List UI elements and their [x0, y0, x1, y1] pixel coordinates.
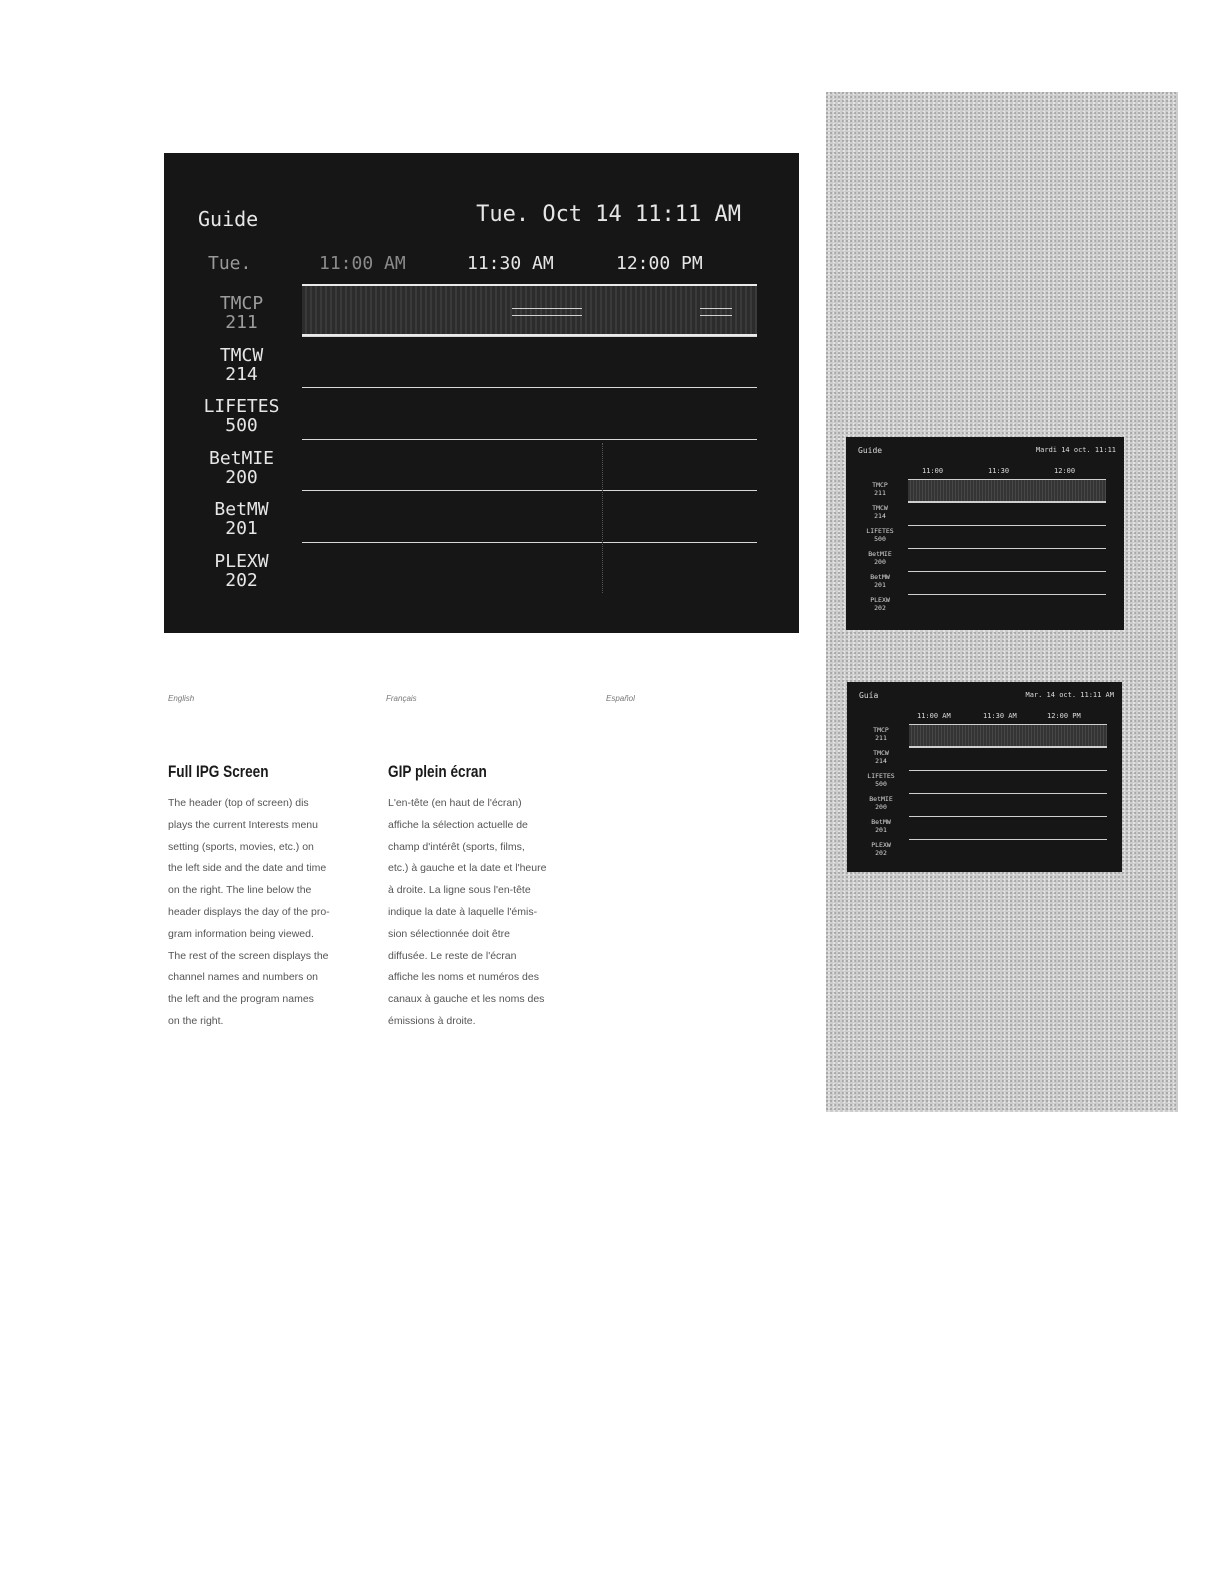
channel-name: TMCW [219, 344, 264, 366]
channel-name: LIFETES [203, 396, 280, 418]
program-row [302, 542, 757, 594]
body-line: The rest of the screen displays the [168, 949, 329, 962]
mini-channel-item [855, 795, 907, 818]
body-line: indique la date à laquelle l'émis- [388, 905, 538, 918]
channel-number: 201 [875, 826, 887, 834]
body-line: affiche la sélection actuelle de [388, 818, 528, 831]
language-label-spanish: Español [606, 694, 635, 703]
channel-item [184, 342, 299, 394]
guide-day: Tue. [208, 253, 252, 274]
program-row [302, 336, 757, 388]
mini-program-row [909, 816, 1107, 839]
mini-time-slot: 11:00 [922, 467, 944, 475]
channel-list [184, 290, 299, 600]
guide-title: Guide [198, 207, 259, 231]
body-line: L'en-tête (en haut de l'écran) [388, 797, 522, 809]
section-heading: GIP plein écran [388, 762, 487, 781]
mini-time-slot: 11:00 AM [917, 712, 951, 720]
english-section [168, 762, 368, 1033]
body-line: plays the current Interests menu [168, 818, 318, 831]
mini-program-row [908, 571, 1106, 594]
channel-name: BetMW [214, 499, 269, 521]
mini-time-slot: 11:30 AM [983, 712, 1017, 720]
program-row [302, 387, 757, 439]
program-grid [302, 284, 757, 594]
channel-name: BetMW [871, 818, 891, 826]
mini-channel-item [855, 772, 907, 795]
mini-time-slot: 11:30 [988, 467, 1010, 475]
program-block [512, 308, 582, 316]
mini-program-row [908, 548, 1106, 571]
channel-name: TMCP [873, 726, 889, 734]
body-line: émissions à droite. [388, 1014, 476, 1027]
channel-number: 202 [875, 849, 887, 857]
mini-channel-item [855, 749, 907, 772]
channel-item [184, 393, 299, 445]
channel-number: 202 [225, 569, 258, 591]
mini-program-grid [908, 479, 1106, 617]
guide-screen-spanish-thumbnail [847, 682, 1122, 872]
body-line: affiche les noms et numéros des [388, 971, 539, 984]
mini-channel-item [855, 818, 907, 841]
channel-name: PLEXW [871, 841, 891, 849]
mini-time-slot: 12:00 [1054, 467, 1076, 475]
channel-number: 201 [225, 518, 258, 540]
body-line: setting (sports, movies, etc.) on [168, 840, 314, 853]
mini-program-row-selected [908, 479, 1106, 502]
channel-name: BetMIE [869, 795, 893, 803]
language-label-english: English [168, 694, 195, 703]
mini-program-row [908, 502, 1106, 525]
channel-item [184, 290, 299, 342]
mini-program-row [908, 525, 1106, 548]
mini-program-grid [909, 724, 1107, 862]
body-line: sion sélectionnée doit être [388, 927, 510, 940]
channel-name: LIFETES [867, 772, 895, 780]
channel-item [184, 496, 299, 548]
body-line: The header (top of screen) dis [168, 797, 309, 809]
mini-program-row [909, 747, 1107, 770]
channel-name: TMCP [872, 481, 888, 489]
body-line: on the right. [168, 1014, 224, 1027]
channel-number: 202 [874, 604, 886, 612]
body-line: etc.) à gauche et la date et l'heure [388, 862, 547, 875]
guide-screen-french-thumbnail [846, 437, 1124, 630]
mini-channel-item [854, 573, 906, 596]
channel-number: 214 [225, 363, 258, 385]
guide-time-slot: 12:00 PM [616, 253, 703, 274]
channel-name: TMCW [872, 504, 888, 512]
mini-program-row [909, 793, 1107, 816]
channel-number: 211 [225, 312, 258, 333]
french-section [388, 762, 588, 1033]
channel-name: PLEXW [870, 596, 890, 604]
mini-title: Guide [858, 446, 883, 455]
channel-number: 500 [875, 780, 887, 788]
mini-program-row [909, 839, 1107, 862]
mini-channel-item [855, 726, 907, 749]
program-row [302, 490, 757, 542]
channel-name: LIFETES [866, 527, 894, 535]
program-row-selected [302, 284, 757, 336]
mini-time-slot: 12:00 PM [1047, 712, 1081, 720]
mini-channel-list [854, 481, 906, 619]
channel-item [184, 548, 299, 600]
body-line: champ d'intérêt (sports, films, [388, 840, 525, 853]
guide-time-slot: 11:00 AM [319, 253, 406, 274]
channel-name: TMCP [219, 293, 264, 314]
channel-item [184, 445, 299, 497]
body-line: the left side and the date and time [168, 862, 327, 875]
channel-name: BetMW [870, 573, 890, 581]
channel-number: 200 [225, 466, 258, 488]
mini-channel-item [854, 527, 906, 550]
channel-number: 200 [875, 803, 887, 811]
body-line: on the right. The line below the [168, 884, 312, 897]
program-block [700, 308, 732, 316]
body-line: the left and the program names [168, 993, 314, 1006]
channel-number: 200 [874, 558, 886, 566]
mini-datetime: Mardi 14 oct. 11:11 [1035, 446, 1116, 454]
channel-name: BetMIE [868, 550, 892, 558]
body-line: canaux à gauche et les noms des [388, 993, 545, 1006]
mini-program-row [909, 770, 1107, 793]
channel-number: 201 [874, 581, 886, 589]
mini-channel-list [855, 726, 907, 864]
mini-channel-item [855, 841, 907, 864]
mini-datetime: Mar. 14 oct. 11:11 AM [1025, 691, 1114, 699]
mini-program-row-selected [909, 724, 1107, 747]
guide-time-slot: 11:30 AM [467, 253, 554, 274]
body-line: header displays the day of the pro- [168, 905, 330, 918]
mini-channel-item [854, 596, 906, 619]
mini-program-row [908, 594, 1106, 617]
mini-channel-item [854, 550, 906, 573]
guide-screen-image [164, 153, 799, 633]
channel-number: 211 [874, 489, 886, 497]
guide-datetime: Tue. Oct 14 11:11 AM [476, 202, 741, 227]
mini-channel-item [854, 481, 906, 504]
mini-channel-item [854, 504, 906, 527]
section-heading: Full IPG Screen [168, 762, 269, 781]
body-line: gram information being viewed. [168, 927, 314, 940]
channel-number: 211 [875, 734, 887, 742]
channel-number: 214 [874, 512, 886, 520]
channel-number: 500 [225, 415, 258, 437]
time-divider [602, 443, 603, 593]
channel-number: 500 [874, 535, 886, 543]
channel-name: BetMIE [208, 447, 275, 469]
channel-name: TMCW [873, 749, 889, 757]
channel-number: 214 [875, 757, 887, 765]
program-row [302, 439, 757, 491]
language-label-french: Français [386, 694, 417, 703]
channel-name: PLEXW [214, 550, 269, 572]
mini-title: Guía [859, 691, 879, 700]
body-line: diffusée. Le reste de l'écran [388, 949, 517, 962]
body-line: channel names and numbers on [168, 971, 319, 984]
body-line: à droite. La ligne sous l'en-tête [388, 884, 531, 897]
